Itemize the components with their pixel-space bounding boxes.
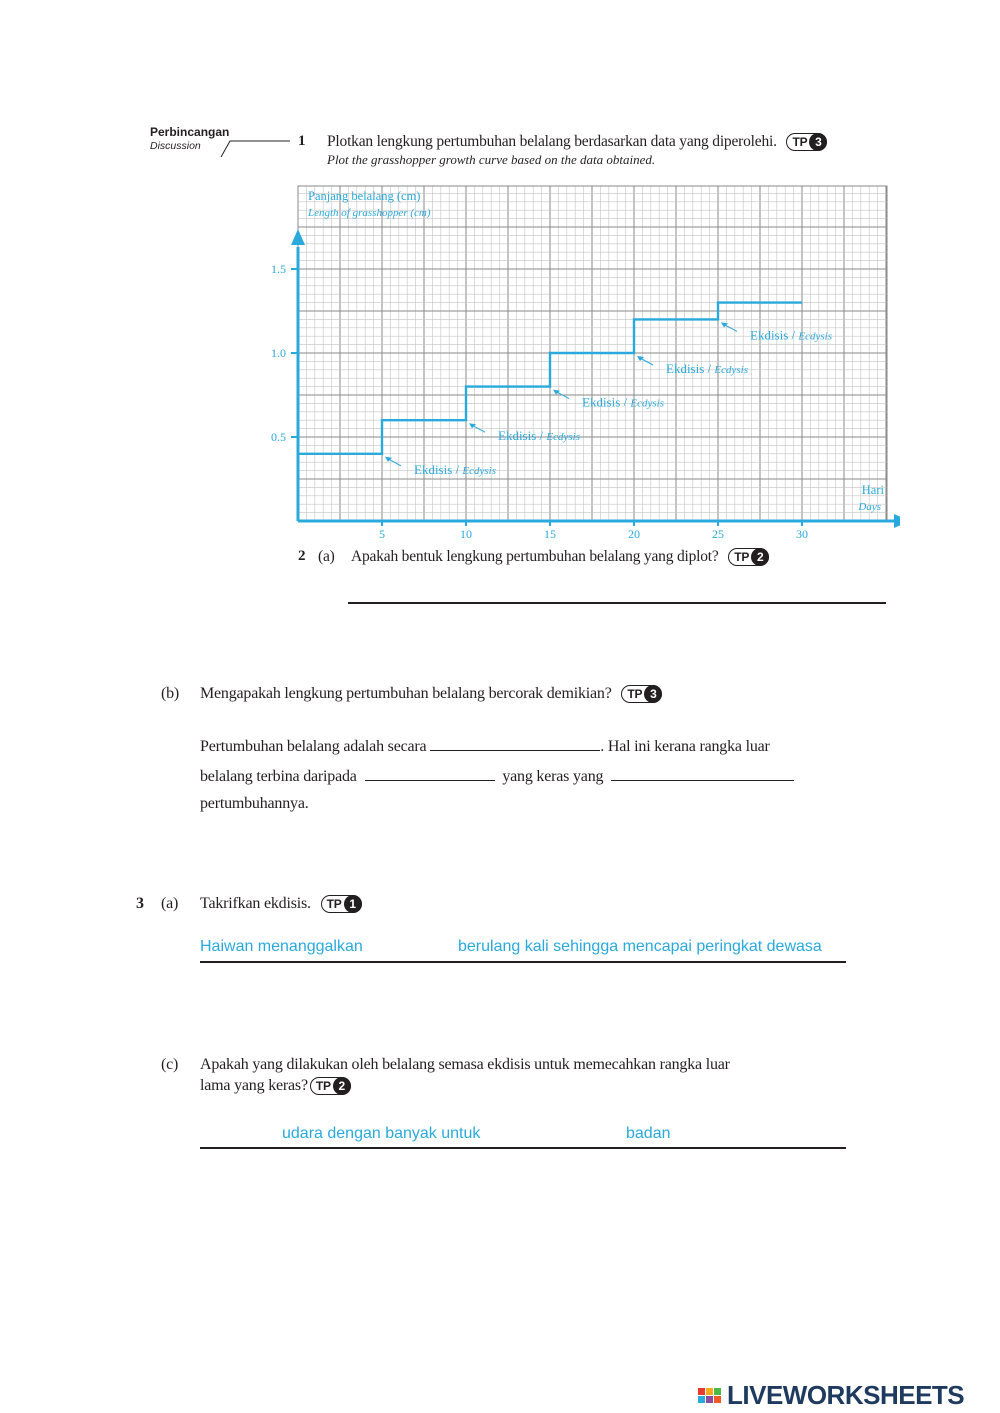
ecdysis-label: Ekdisis / Ecdysis	[750, 327, 833, 343]
q3a-question: Takrifkan ekdisis.	[200, 895, 311, 912]
logo-square	[698, 1396, 705, 1403]
q2a-tp-level: 2	[751, 548, 769, 566]
q2a-answer-line[interactable]	[348, 602, 886, 604]
ecdysis-arrowhead	[637, 356, 644, 361]
logo-square	[698, 1388, 705, 1395]
q3a-tp-level: 1	[344, 895, 362, 913]
q2a-part: (a)	[318, 548, 335, 565]
y-tick-label: 1.5	[271, 262, 286, 276]
q3c-text-line-2: lama yang keras? TP 2	[200, 1077, 351, 1095]
ecdysis-label: Ekdisis / Ecdysis	[666, 361, 749, 376]
q2b-line-1: Pertumbuhan belalang adalah secara . Hal ini kerana rangka luar	[200, 734, 770, 756]
q3c-tp-level: 2	[333, 1077, 351, 1095]
q1-question-en: Plot the grasshopper growth curve based on the data obtained.	[327, 152, 656, 167]
x-tick-label: 10	[460, 527, 472, 541]
y-tick-label: 1.0	[271, 346, 286, 360]
chart-axis-labels	[307, 189, 885, 513]
q2b-tp-level: 3	[644, 685, 662, 703]
q2b-blank-2[interactable]	[365, 764, 495, 781]
q1-number: 1	[298, 133, 306, 149]
q3c-answer-line[interactable]	[200, 1147, 846, 1149]
section-title: Perbincangan	[150, 125, 230, 139]
ecdysis-label: Ekdisis / Ecdysis	[414, 461, 497, 477]
x-tick-label: 20	[628, 527, 640, 541]
q3a-answer-part-1: Haiwan menanggalkan	[200, 938, 363, 955]
q3a-answer-part-2: berulang kali sehingga mencapai peringkat dewasa	[458, 938, 822, 955]
logo-square	[706, 1396, 713, 1403]
q3c-answer-part-2: badan	[626, 1125, 671, 1142]
growth-chart	[250, 180, 900, 545]
q3-number: 3	[136, 895, 144, 912]
y-axis-arrow	[291, 229, 305, 245]
x-axis-arrow	[894, 514, 900, 528]
liveworksheets-logo	[697, 1380, 964, 1411]
ecdysis-arrowhead	[469, 423, 476, 428]
ecdysis-arrowhead	[721, 322, 728, 327]
logo-square	[714, 1388, 721, 1395]
ecdysis-label: Ekdisis / Ecdysis	[498, 428, 581, 444]
q3a-tp-badge: TP 1	[321, 895, 362, 913]
ecdysis-arrowhead	[385, 457, 392, 462]
logo-square	[714, 1396, 721, 1403]
q2b-line-2: belalang terbina daripada yang keras yang	[200, 764, 794, 786]
q1-text	[327, 133, 827, 151]
q2a-tp-badge: TP 2	[728, 548, 769, 566]
x-axis-label: Hari	[861, 483, 884, 497]
q3a-part: (a)	[161, 895, 179, 912]
q1-tp-level: 3	[809, 133, 827, 151]
q3c-text-line-1: Apakah yang dilakukan oleh belalang semasa ekdisis untuk memecahkan rangka luar	[200, 1056, 730, 1073]
chart-ticks	[271, 262, 808, 541]
section-subtitle: Discussion	[150, 140, 201, 152]
q2b-line-3: pertumbuhannya.	[200, 795, 309, 812]
q2b-blank-3[interactable]	[611, 764, 794, 781]
q1-question: Plotkan lengkung pertumbuhan belalang berdasarkan data yang diperolehi.	[327, 133, 777, 150]
x-tick-label: 5	[379, 527, 385, 541]
liveworksheets-logo-icon	[697, 1388, 724, 1404]
x-axis-label-en: Days	[858, 501, 881, 513]
x-tick-label: 30	[796, 527, 808, 541]
brand-name: LIVEWORKSHEETS	[727, 1380, 965, 1410]
q3a-text	[200, 895, 362, 913]
q2a-text	[351, 548, 769, 566]
q3c-answer-part-1: udara dengan banyak untuk	[282, 1125, 481, 1142]
q2b-tp-badge: TP 3	[621, 685, 662, 703]
y-tick-label: 0.5	[271, 430, 286, 444]
y-axis-label: Panjang belalang (cm)	[308, 189, 421, 203]
q2-number: 2	[298, 548, 306, 564]
y-axis-label-en: Length of grasshopper (cm)	[308, 207, 431, 219]
q3c-tp-badge: TP 2	[310, 1077, 351, 1095]
ecdysis-label: Ekdisis / Ecdysis	[582, 394, 665, 410]
q2b-blank-1[interactable]	[430, 734, 600, 751]
x-tick-label: 25	[712, 527, 724, 541]
q3a-answer-line[interactable]	[200, 961, 846, 963]
ecdysis-arrowhead	[553, 390, 560, 395]
q2b-part: (b)	[161, 685, 180, 702]
q2b-text	[200, 685, 662, 703]
section-header-rule	[220, 138, 292, 158]
q2a-question: Apakah bentuk lengkung pertumbuhan belalang yang diplot?	[351, 548, 719, 565]
section-header	[150, 125, 229, 152]
q2b-question: Mengapakah lengkung pertumbuhan belalang bercorak demikian?	[200, 685, 612, 702]
x-tick-label: 15	[544, 527, 556, 541]
q3c-part: (c)	[161, 1056, 179, 1073]
q1-tp-badge: TP 3	[786, 133, 827, 151]
logo-square	[706, 1388, 713, 1395]
